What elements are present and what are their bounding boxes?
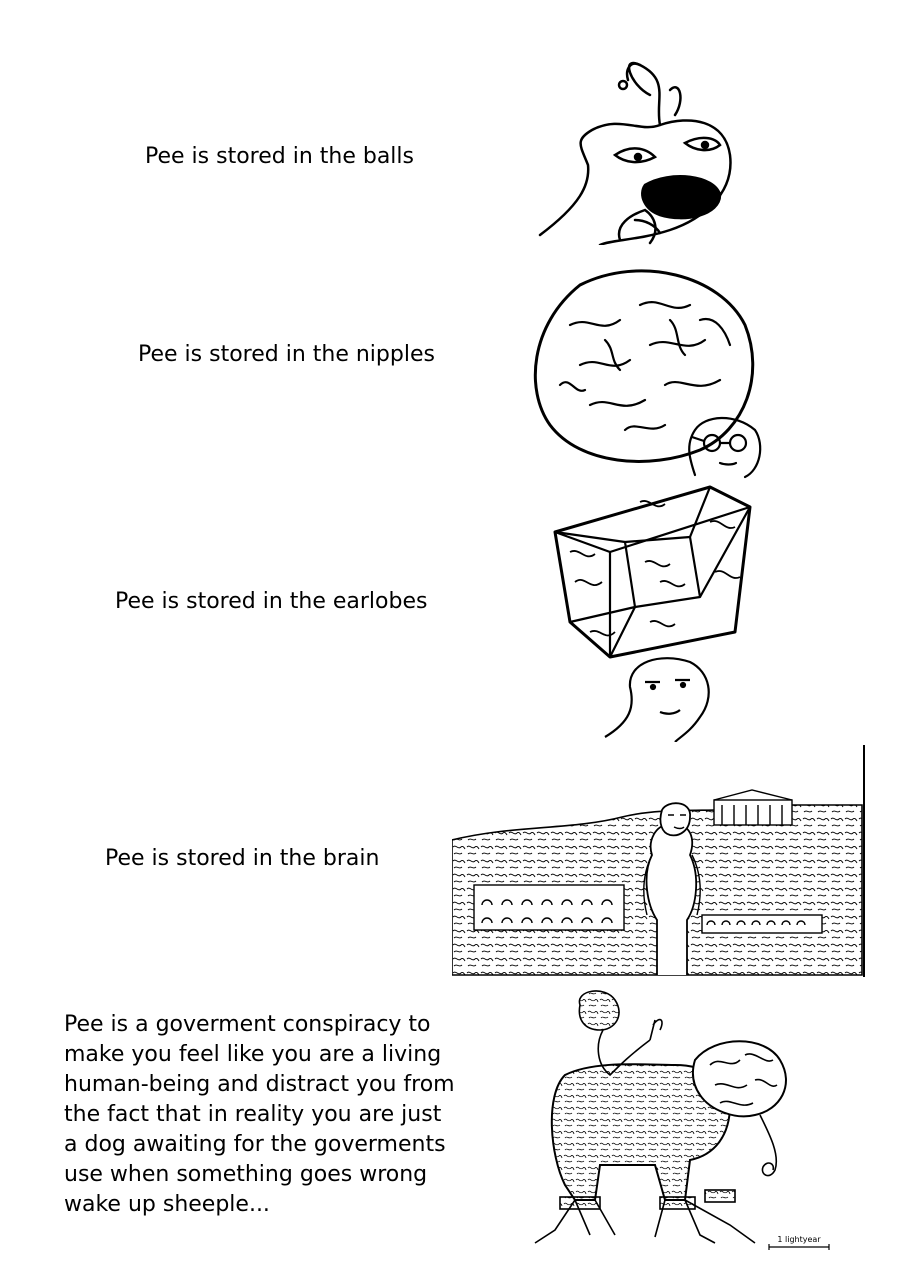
panel-1 — [0, 0, 910, 250]
city-brain-figure — [452, 745, 867, 977]
panel-2 — [0, 250, 910, 480]
caption-1: Pee is stored in the balls — [145, 144, 414, 169]
scale-bar — [768, 1235, 830, 1250]
caption-4: Pee is stored in the brain — [105, 846, 380, 871]
wojak-drinking-figure — [520, 45, 750, 245]
caption-2: Pee is stored in the nipples — [138, 342, 435, 367]
caption-5: Pee is a goverment conspiracy to make you feel like you are a living human-being and distract you from the fact that in reality you are just a dog awaiting for the goverments use when something goes wrong wake up sheeple... — [64, 1012, 455, 1217]
scale-bar-line — [768, 1244, 830, 1250]
caption-3: Pee is stored in the earlobes — [115, 589, 428, 614]
panel-3 — [0, 480, 910, 745]
panel-4 — [0, 745, 910, 985]
panel-5 — [0, 985, 910, 1279]
tesseract-brain-figure — [550, 482, 760, 742]
brain-elephant-figure — [515, 985, 855, 1245]
big-brain-figure — [520, 265, 770, 485]
scale-bar-label: 1 lightyear — [777, 1235, 821, 1244]
